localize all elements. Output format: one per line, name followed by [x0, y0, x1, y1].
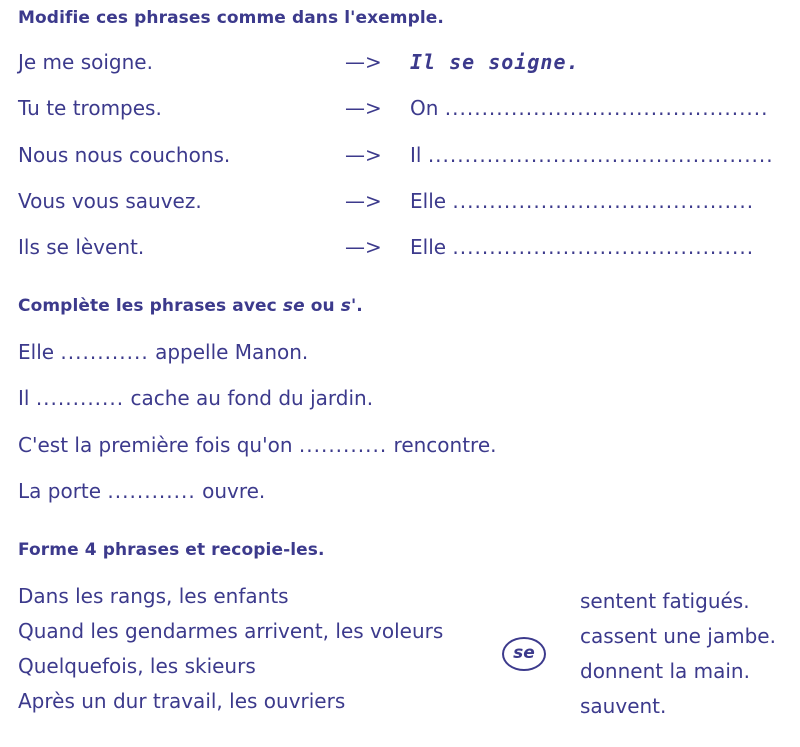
- sentence-blank[interactable]: ............: [60, 340, 149, 364]
- sentence-end: rencontre.: [387, 433, 497, 457]
- sentence-blank[interactable]: ............: [298, 433, 388, 457]
- ex3-right-1: sentent fatigués.: [580, 589, 750, 613]
- sentence-start: La porte: [18, 479, 108, 503]
- ex3-right-2: cassent une jambe.: [580, 624, 776, 648]
- exercise2-heading: [18, 296, 363, 316]
- answer-blank[interactable]: ...............................................: [427, 143, 774, 167]
- sentence-end: cache au fond du jardin.: [124, 386, 374, 410]
- arrow-icon: —>: [345, 96, 382, 120]
- ex1-source-5: Ils se lèvent.: [18, 235, 145, 259]
- heading-text: Complète les phrases avec: [18, 296, 283, 316]
- arrow-icon: —>: [345, 235, 382, 259]
- ex3-left-2: Quand les gendarmes arrivent, les voleurs: [18, 619, 444, 643]
- answer-blank[interactable]: .........................................: [452, 235, 755, 259]
- sentence-start: C'est la première fois qu'on: [18, 433, 299, 457]
- heading-se: se: [282, 296, 305, 316]
- sentence-blank[interactable]: ............: [35, 386, 125, 410]
- sentence-blank[interactable]: ............: [107, 479, 196, 503]
- ex1-answer-prefix: On: [410, 96, 439, 120]
- ex3-left-4: Après un dur travail, les ouvriers: [18, 689, 346, 713]
- arrow-icon: —>: [345, 189, 382, 213]
- ex2-sentence-3: [18, 433, 497, 457]
- sentence-start: Il: [18, 386, 36, 410]
- se-circle-badge: se: [502, 637, 546, 671]
- heading-s-apostrophe: s': [340, 296, 357, 316]
- answer-blank[interactable]: .........................................: [452, 189, 755, 213]
- ex1-answer-2[interactable]: [410, 96, 769, 120]
- arrow-icon: —>: [345, 143, 382, 167]
- ex3-left-3: Quelquefois, les skieurs: [18, 654, 256, 678]
- ex1-answer-prefix: Elle: [410, 189, 447, 213]
- arrow-icon: —>: [345, 50, 382, 74]
- ex1-answer-prefix: Il: [410, 143, 422, 167]
- ex1-answer-5[interactable]: [410, 235, 754, 259]
- exercise3-heading: Forme 4 phrases et recopie-les.: [18, 540, 325, 560]
- answer-blank[interactable]: ............................................: [444, 96, 769, 120]
- sentence-end: ouvre.: [195, 479, 266, 503]
- ex3-right-3: donnent la main.: [580, 659, 750, 683]
- ex1-answer-prefix: Elle: [410, 235, 447, 259]
- sentence-end: appelle Manon.: [148, 340, 309, 364]
- ex2-sentence-1: [18, 340, 308, 364]
- ex1-answer-4[interactable]: [410, 189, 754, 213]
- ex3-right-4: sauvent.: [580, 694, 667, 718]
- ex1-source-1: Je me soigne.: [18, 50, 153, 74]
- exercise1-heading: Modifie ces phrases comme dans l'exemple.: [18, 8, 444, 28]
- heading-text: .: [356, 296, 363, 316]
- ex1-answer-example: Il se soigne.: [410, 50, 580, 74]
- ex1-source-4: Vous vous sauvez.: [18, 189, 202, 213]
- ex1-answer-3[interactable]: [410, 143, 774, 167]
- ex1-source-2: Tu te trompes.: [18, 96, 162, 120]
- sentence-start: Elle: [18, 340, 61, 364]
- ex1-source-3: Nous nous couchons.: [18, 143, 231, 167]
- heading-text: ou: [304, 296, 341, 316]
- ex3-left-1: Dans les rangs, les enfants: [18, 584, 289, 608]
- ex2-sentence-4: [18, 479, 265, 503]
- ex2-sentence-2: [18, 386, 373, 410]
